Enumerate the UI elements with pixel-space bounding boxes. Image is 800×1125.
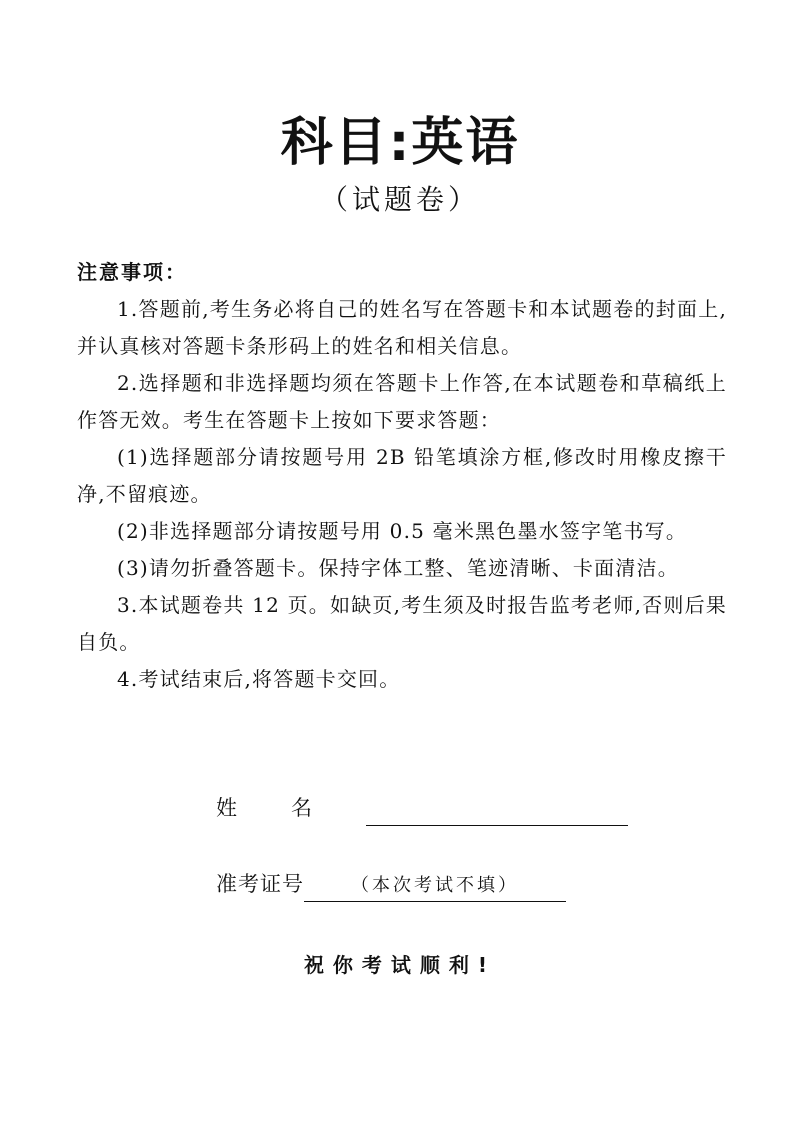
notice-heading: 注意事项： — [77, 260, 187, 284]
notice-item-2: 2.选择题和非选择题均须在答题卡上作答,在本试题卷和草稿纸上作答无效。考生在答题卡上按如下要求答题： — [77, 371, 727, 432]
candidate-id-field[interactable]: （本次考试不填） — [304, 871, 566, 902]
notice-item-2-1: (1)选择题部分请按题号用 2B 铅笔填涂方框,修改时用橡皮擦干净,不留痕迹。 — [77, 445, 727, 506]
name-label: 姓名 — [216, 796, 366, 820]
notice-item-2-3: (3)请勿折叠答题卡。保持字体工整、笔迹清晰、卡面清洁。 — [117, 556, 679, 580]
notice-item-3: 3.本试题卷共 12 页。如缺页,考生须及时报告监考老师,否则后果自负。 — [77, 593, 727, 654]
candidate-id-label: 准考证号 — [216, 872, 304, 896]
notice-item-4: 4.考试结束后,将答题卡交回。 — [117, 667, 401, 691]
good-luck-message: 祝你考试顺利! — [303, 953, 497, 977]
notice-item-1: 1.答题前,考生务必将自己的姓名写在答题卡和本试题卷的封面上,并认真核对答题卡条形码上的姓名和相关信息。 — [77, 297, 727, 358]
paper-type-subtitle: （试题卷） — [319, 183, 480, 216]
name-field[interactable] — [366, 795, 628, 826]
candidate-id-row — [216, 866, 566, 902]
notice-item-2-2: (2)非选择题部分请按题号用 0.5 毫米黑色墨水签字笔书写。 — [117, 519, 688, 543]
notice-list — [77, 291, 727, 698]
name-row — [216, 790, 628, 826]
subject-title: 科目:英语 — [280, 113, 520, 173]
